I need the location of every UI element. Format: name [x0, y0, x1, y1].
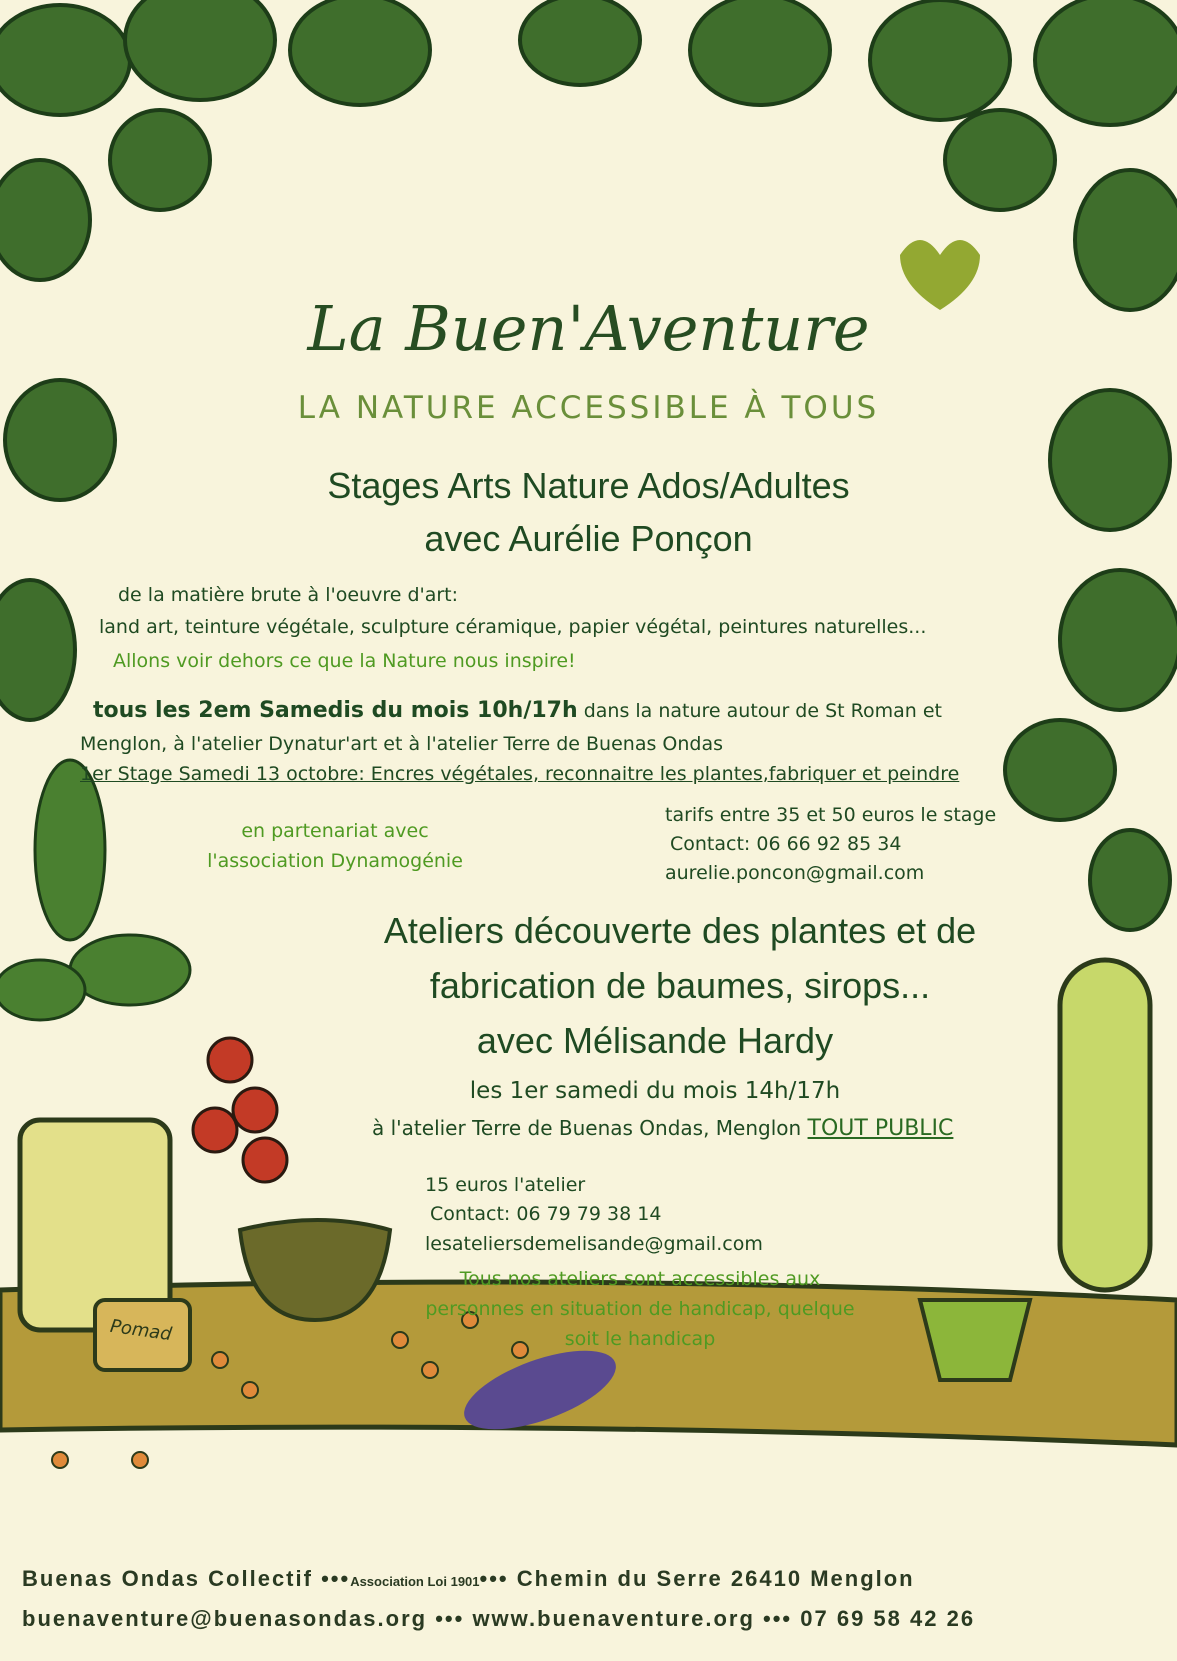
- footer-address: Chemin du Serre 26410 Menglon: [516, 1566, 915, 1591]
- stages-location: Menglon, à l'atelier Dynatur'art et à l'atelier Terre de Buenas Ondas: [80, 733, 723, 755]
- ateliers-teacher: avec Mélisande Hardy: [476, 1020, 834, 1061]
- footer-dots: •••: [763, 1606, 793, 1631]
- stages-heading: Stages Arts Nature Ados/Adultes: [327, 465, 850, 506]
- ateliers-price: 15 euros l'atelier: [425, 1174, 586, 1196]
- stages-contact: Contact: 06 66 92 85 34: [670, 833, 902, 855]
- ateliers-email: lesateliersdemelisande@gmail.com: [425, 1233, 763, 1255]
- partner-line-2: l'association Dynamogénie: [207, 850, 463, 872]
- stages-intro: de la matière brute à l'oeuvre d'art:: [118, 584, 459, 606]
- footer-line-2: [22, 1606, 975, 1632]
- stages-price: tarifs entre 35 et 50 euros le stage: [665, 804, 997, 826]
- footer-assoc: Association Loi 1901: [350, 1574, 480, 1589]
- ateliers-audience: TOUT PUBLIC: [807, 1116, 954, 1141]
- footer-dots: •••: [321, 1566, 351, 1591]
- stages-email: aurelie.poncon@gmail.com: [665, 862, 925, 884]
- ateliers-heading-2: fabrication de baumes, sirops...: [429, 965, 931, 1006]
- stages-teacher: avec Aurélie Ponçon: [424, 518, 753, 559]
- footer-line-1: [22, 1566, 915, 1592]
- ateliers-heading-1: Ateliers découverte des plantes et de: [383, 910, 977, 951]
- accessibility-line-3: soit le handicap: [564, 1328, 716, 1350]
- partner-line-1: en partenariat avec: [241, 820, 429, 842]
- page-subtitle: LA NATURE ACCESSIBLE À TOUS: [297, 390, 880, 426]
- plant-pot: [920, 1300, 1030, 1380]
- ateliers-contact: Contact: 06 79 79 38 14: [430, 1203, 662, 1225]
- page-title: La Buen'Aventure: [307, 292, 870, 365]
- bottle: [1060, 960, 1150, 1290]
- footer-org: Buenas Ondas Collectif: [22, 1566, 313, 1591]
- accessibility-line-2: personnes en situation de handicap, quelque: [425, 1298, 855, 1320]
- stages-schedule-rest: dans la nature autour de St Roman et: [577, 700, 942, 722]
- footer-dots: •••: [435, 1606, 465, 1631]
- footer-email[interactable]: buenaventure@buenasondas.org: [22, 1606, 428, 1631]
- footer-phone: 07 69 58 42 26: [800, 1606, 976, 1631]
- accessibility-line-1: Tous nos ateliers sont accessibles aux: [459, 1268, 821, 1290]
- tomato-plant: [0, 760, 190, 1020]
- footer-website[interactable]: www.buenaventure.org: [472, 1606, 755, 1631]
- ateliers-location: à l'atelier Terre de Buenas Ondas, Menglon: [372, 1116, 808, 1140]
- stages-activities: land art, teinture végétale, sculpture céramique, papier végétal, peintures naturelles...: [99, 616, 927, 638]
- jar-label: Pomad: [108, 1315, 174, 1346]
- footer-dots: •••: [479, 1566, 509, 1591]
- ateliers-schedule: les 1er samedi du mois 14h/17h: [469, 1078, 841, 1104]
- stages-schedule-bold: tous les 2em Samedis du mois 10h/17h: [93, 698, 578, 723]
- stages-schedule: [93, 698, 942, 723]
- ateliers-location-line: [372, 1116, 953, 1141]
- stages-tagline: Allons voir dehors ce que la Nature nous inspire!: [113, 650, 576, 672]
- first-stage: 1er Stage Samedi 13 octobre: Encres végétales, reconnaitre les plantes,fabriquer et peindre: [80, 763, 960, 785]
